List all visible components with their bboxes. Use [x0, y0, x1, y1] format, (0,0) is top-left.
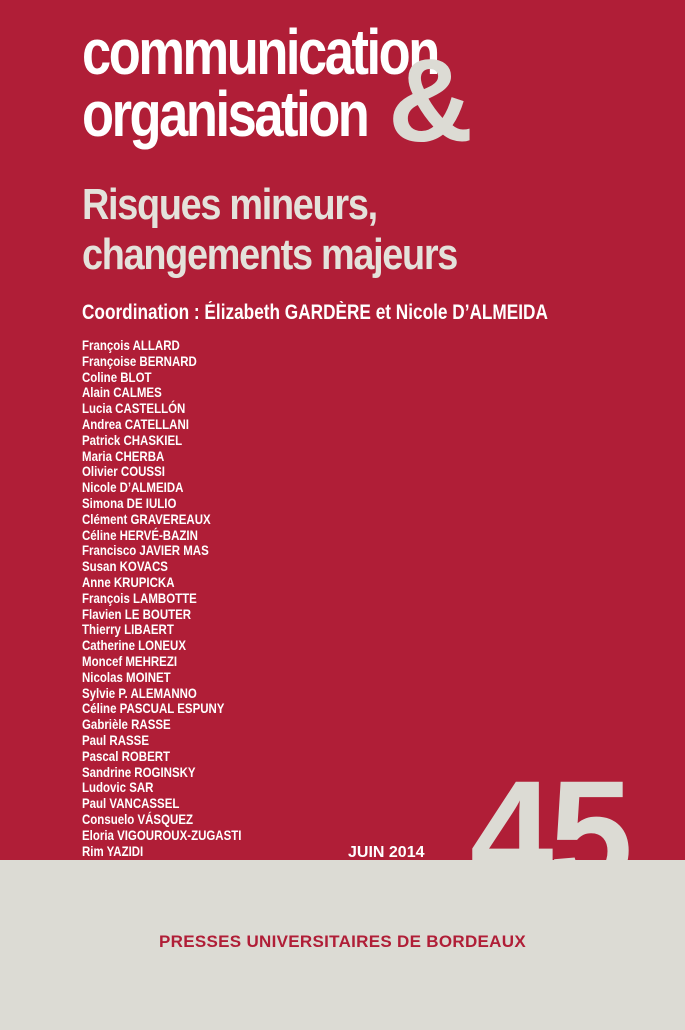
author-item: Rim YAZIDI: [82, 842, 144, 859]
author-item: Andrea CATELLANI: [82, 415, 189, 432]
author-item: Gabrièle RASSE: [82, 716, 171, 733]
issue-title: [82, 180, 457, 280]
author-item: François ALLARD: [82, 337, 180, 353]
author-item: Lucia CASTELLÓN: [82, 400, 186, 417]
author-item: Céline HERVÉ-BAZIN: [82, 526, 198, 543]
author-item: Simona DE IULIO: [82, 494, 177, 511]
author-list: [82, 338, 241, 859]
journal-title-line2: organisation: [82, 78, 368, 150]
issue-date: JUIN 2014: [348, 844, 425, 861]
author-item: Francisco JAVIER MAS: [82, 542, 209, 559]
coordination-line: Coordination : Élizabeth GARDÈRE et Nicole D’ALMEIDA: [82, 301, 548, 324]
author-item: François LAMBOTTE: [82, 589, 197, 606]
author-item: Nicole D’ALMEIDA: [82, 479, 184, 496]
author-item: Françoise BERNARD: [82, 352, 197, 369]
author-item: Eloria VIGOUROUX-ZUGASTI: [82, 826, 242, 843]
author-item: Clément GRAVEREAUX: [82, 510, 211, 527]
author-item: Olivier COUSSI: [82, 463, 165, 480]
author-item: Ludovic SAR: [82, 779, 154, 796]
journal-title-line1: communication: [82, 16, 438, 88]
author-item: Consuelo VÁSQUEZ: [82, 810, 193, 827]
issue-number: 45: [470, 749, 629, 917]
author-item: Flavien LE BOUTER: [82, 605, 192, 622]
author-item: Maria CHERBA: [82, 447, 165, 464]
author-item: Paul VANCASSEL: [82, 795, 180, 812]
author-item: Anne KRUPICKA: [82, 573, 175, 590]
author-item: Thierry LIBAERT: [82, 621, 174, 638]
author-item: Susan KOVACS: [82, 558, 168, 575]
author-item: Sandrine ROGINSKY: [82, 763, 196, 780]
publisher-name: PRESSES UNIVERSITAIRES DE BORDEAUX: [159, 932, 526, 951]
issue-title-line2: changements majeurs: [82, 230, 458, 279]
author-item: Paul RASSE: [82, 731, 149, 748]
author-item: Patrick CHASKIEL: [82, 431, 183, 448]
author-item: Pascal ROBERT: [82, 747, 171, 764]
author-item: Céline PASCUAL ESPUNY: [82, 700, 225, 717]
author-item: Alain CALMES: [82, 384, 162, 401]
author-item: Sylvie P. ALEMANNO: [82, 684, 197, 701]
author-item: Catherine LONEUX: [82, 637, 186, 654]
author-item: Coline BLOT: [82, 368, 152, 385]
issue-title-line1: Risques mineurs,: [82, 180, 377, 229]
journal-ampersand: &: [388, 35, 474, 167]
author-item: Nicolas MOINET: [82, 668, 171, 685]
author-item: Moncef MEHREZI: [82, 652, 178, 669]
